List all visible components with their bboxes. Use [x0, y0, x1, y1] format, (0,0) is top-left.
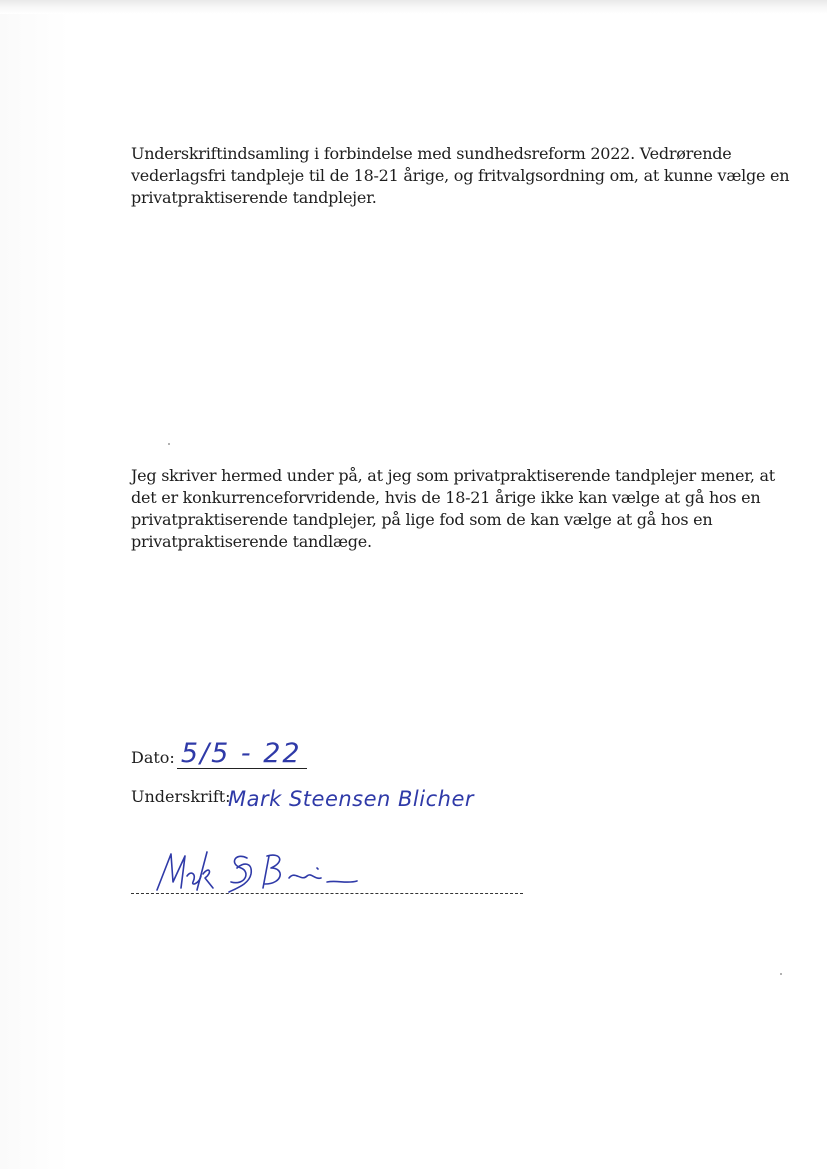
- handwritten-date: 5/5 - 22: [180, 738, 302, 769]
- signature-label-wrap: [131, 786, 231, 808]
- date-line: [177, 738, 307, 769]
- handwritten-signature: [151, 848, 381, 898]
- handwritten-name: Mark Steensen Blicher: [228, 787, 475, 811]
- scan-speck: [780, 973, 782, 975]
- signature-name-field: [131, 786, 475, 811]
- intro-paragraph: Underskriftindsamling i forbindelse med sundhedsreform 2022. Vedrørende vederlagsfri tandpleje til de 18-21 årige, og fritvalgsordning om, at kunne vælge en privatpraktiserende tandplejer.: [131, 144, 790, 207]
- scan-top-shadow: [0, 0, 827, 14]
- scan-speck: [168, 443, 170, 445]
- date-label: Dato:: [131, 748, 175, 767]
- declaration-paragraph: Jeg skriver hermed under på, at jeg som privatpraktiserende tandplejer mener, at det er konkurrenceforvridende, hvis de 18-21 årige ikke kan vælge at gå hos en privatpraktiserende tandplejer, på lige fod som de kan vælge at gå hos en privatpraktiserende tandlæge.: [131, 466, 775, 551]
- date-field: [131, 738, 307, 769]
- scan-edge-shadow: [0, 0, 70, 1169]
- signature-label: Underskrift:: [131, 787, 231, 806]
- signature-block: [131, 842, 523, 894]
- signature-line: [131, 893, 523, 894]
